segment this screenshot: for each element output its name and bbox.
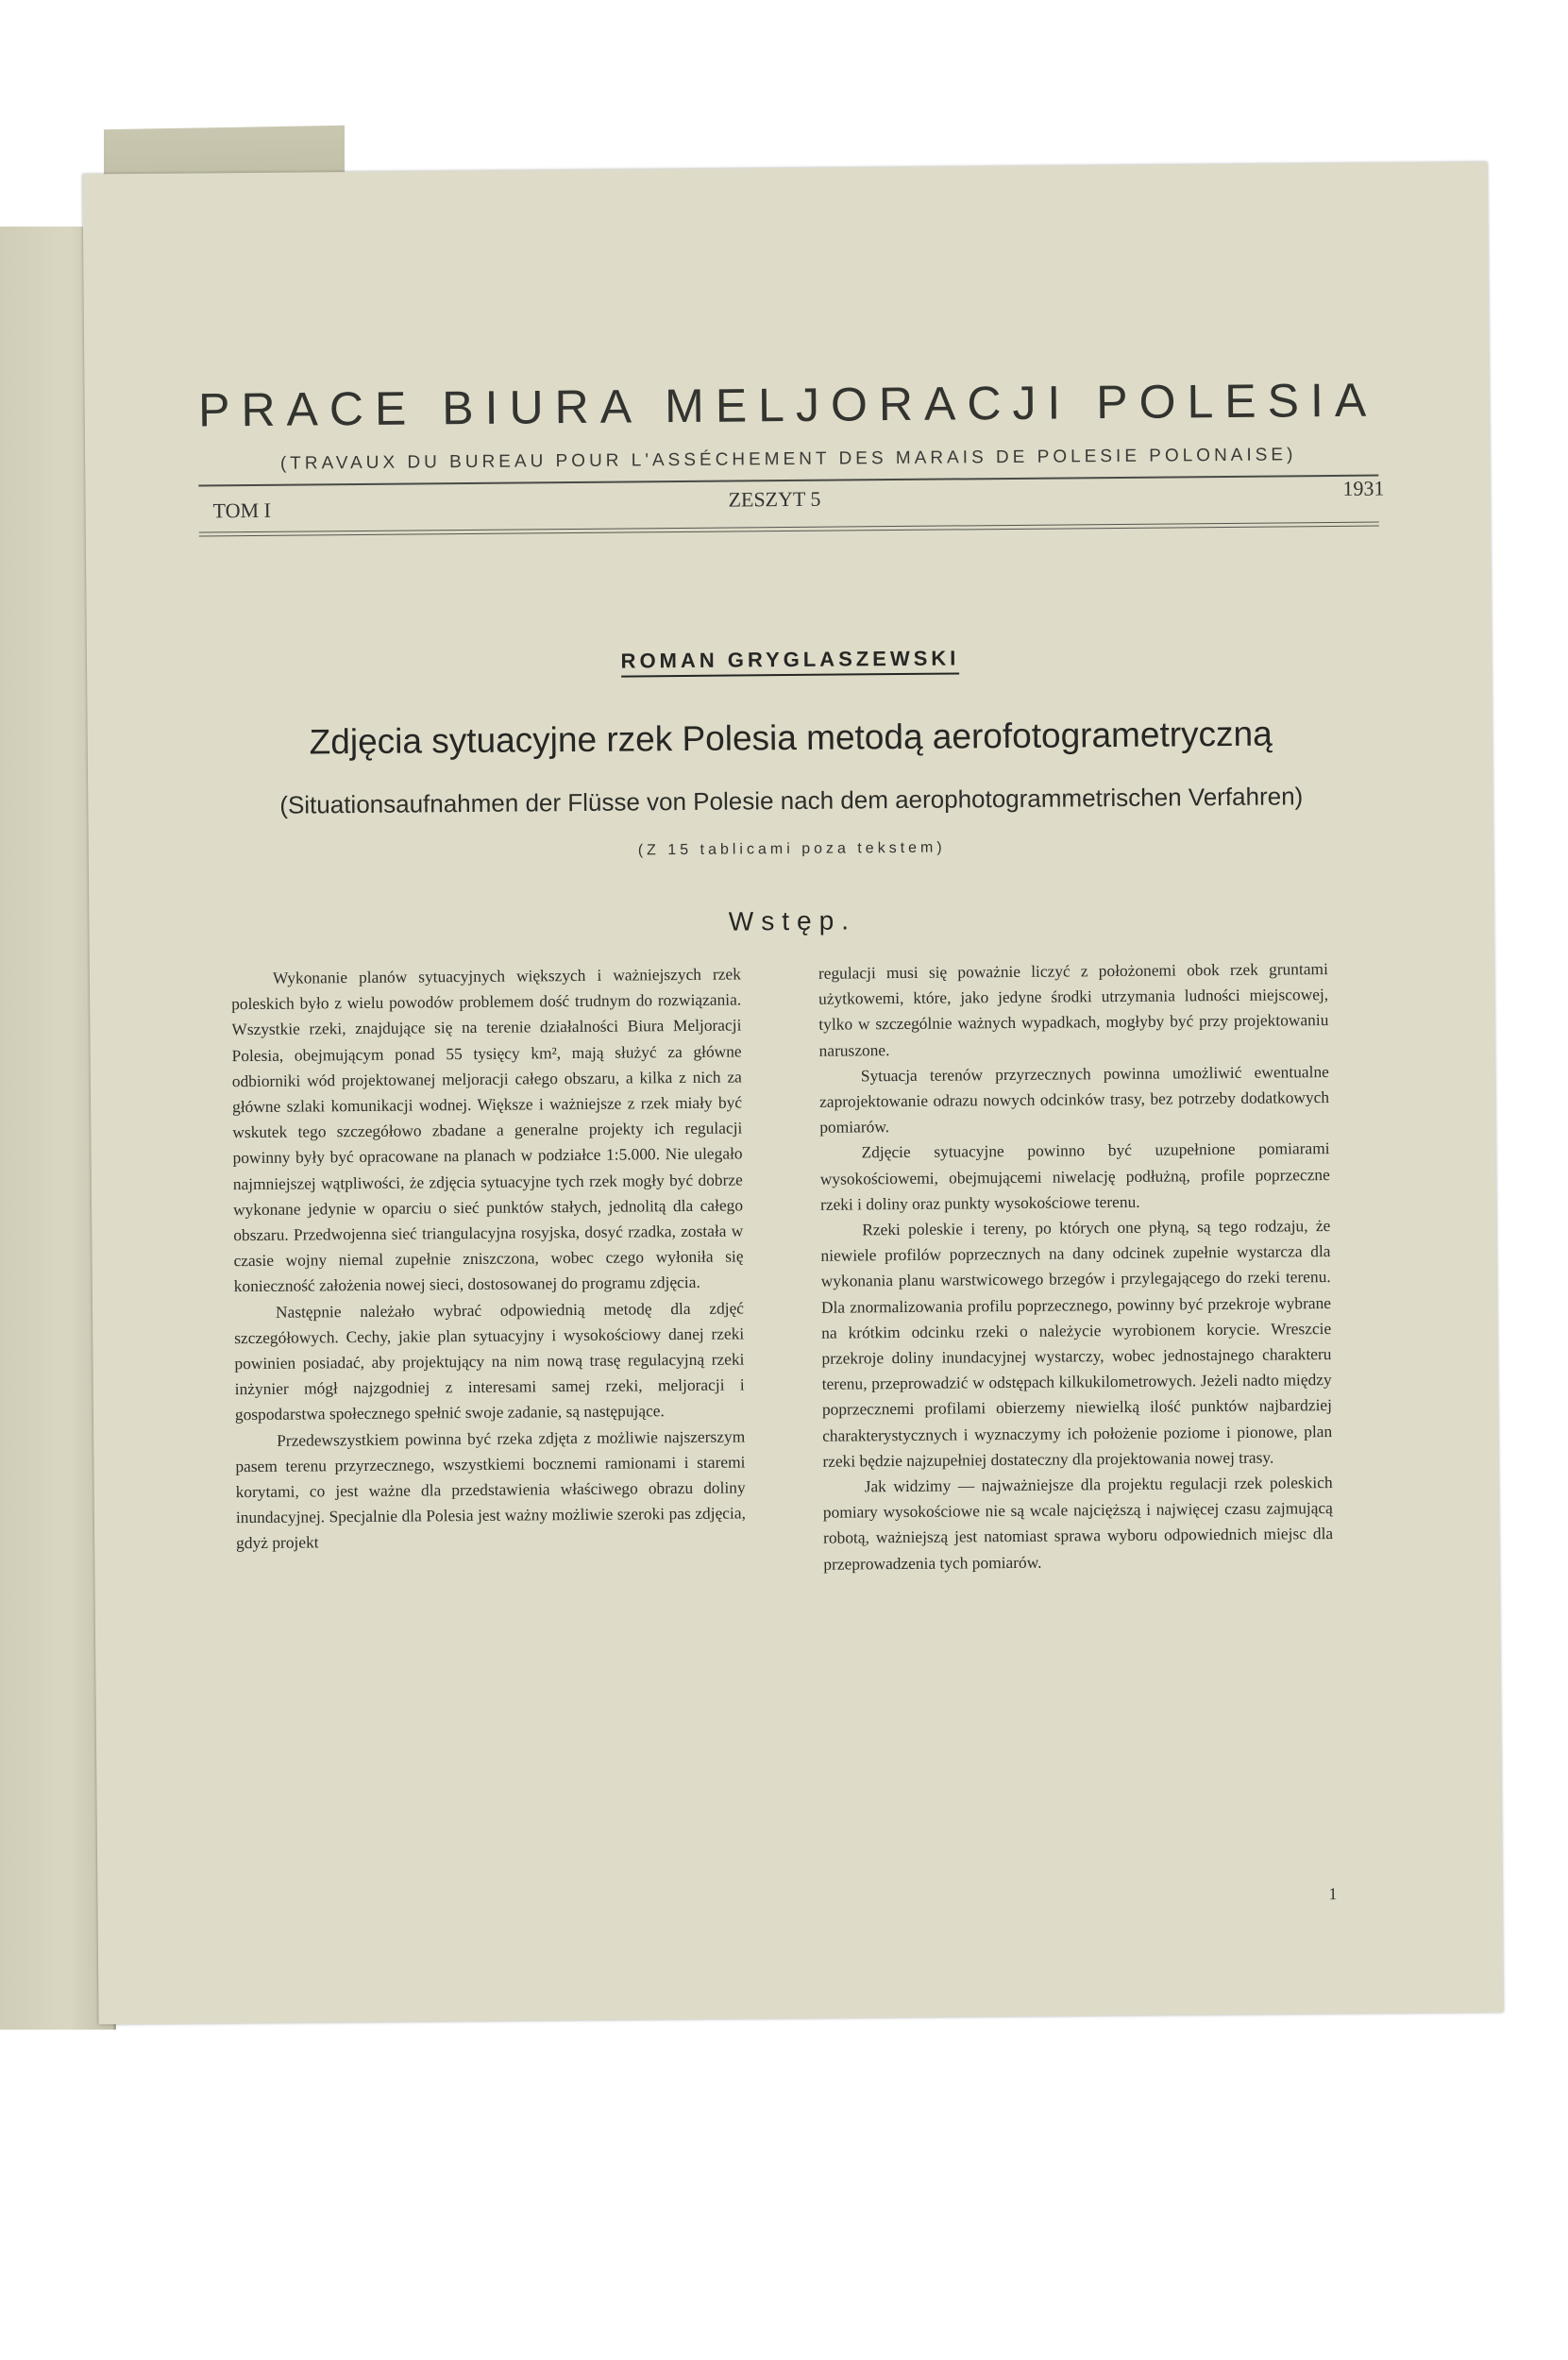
paragraph: Rzeki poleskie i tereny, po których one płyną, są tego rodzaju, że niewiele profilów poprzecznych na dany odcinek zupełnie wystarcza dla wykonania planu warstwicowego brzegów i przylegającego do rzeki terenu. Dla znormalizowania profilu poprzecznego, powinny być przekroje wybrane na krótkim odcinku rzeki o należycie wyrobionem korycie. Wreszcie przekroje doliny inundacyjnej wystarczy, wobec jednostajnego charakteru terenu, przeprowadzić w odstępach kilkukilometrowych. Jeżeli nadto między poprzecznemi profilami obierzemy niewielką ilość punktów najbardziej charakterystycznych i wyznaczymy ich położenie poziome i pionowe, plan rzeki będzie najzupełniej dostateczny dla projektowania nowej trasy. xyxy=(820,1216,1333,1471)
year-label: 1931 xyxy=(1342,476,1385,500)
paragraph: regulacji musi się poważnie liczyć z położonemi obok rzek gruntami użytkowemi, które, jako jedyne środki utrzymania ludności miejscowej, tylko w szczególnie ważnych wypadkach, mogłyby być przy projektowaniu naruszone. xyxy=(818,959,1329,1060)
header-rule-top xyxy=(198,475,1378,487)
paragraph: Sytuacja terenów przyrzecznych powinna umożliwić ewentualne zaprojektowanie odrazu nowych odcinków trasy, bez potrzeby dodatkowych pomiarów. xyxy=(818,1061,1330,1137)
page-number: 1 xyxy=(1328,1884,1338,1904)
paragraph: Zdjęcie sytuacyjne powinno być uzupełnione pomiarami wysokościowemi, obejmującemi niwelację podłużną, profile poprzeczne rzeki i doliny oraz punkty wysokościowe terenu. xyxy=(819,1138,1330,1214)
paragraph: Przedewszystkiem powinna być rzeka zdjęta z możliwie najszerszym pasem terenu przyrzecznego, wszystkiemi bocznemi ramionami i staremi korytami, co jest ważne dla przedstawienia właściwego obrazu doliny inundacyjnej. Specjalnie dla Polesia jest ważny możliwie szeroki pas zdjęcia, gdyż projekt xyxy=(235,1426,746,1553)
article-subtitle: (Situationsaufnahmen der Flüsse von Polesie nach dem aerophotogrammetrischen Verfahren) xyxy=(279,782,1304,819)
author-name-text: ROMAN GRYGLASZEWSKI xyxy=(621,646,960,677)
paragraph: Jak widzimy — najważniejsze dla projektu regulacji rzek poleskich pomiary wysokościowe nie są wcale najcięższą i najwięcej czasu zajmującą robotą, ważniejszą jest natomiast sprawa wyboru odpowiednich miejsc dla przeprowadzenia tych pomiarów. xyxy=(822,1473,1334,1574)
text-column-right xyxy=(818,956,1334,1577)
document-page xyxy=(82,162,1503,2025)
plates-note: (Z 15 tablicami poza tekstem) xyxy=(637,839,946,859)
series-subtitle: (TRAVAUX DU BUREAU POUR L'ASSÉCHEMENT DES MARAIS DE POLESIE POLONAISE) xyxy=(279,445,1297,474)
article-title: Zdjęcia sytuacyjne rzek Polesia metodą aerofotogrametryczną xyxy=(309,714,1273,762)
paragraph: Wykonanie planów sytuacyjnych większych i ważniejszych rzek poleskich było z wielu powodów problemem dość trudnym do rozwiązania. Wszystkie rzeki, znajdujące się na terenie działalności Biura Meljoracji Polesia, obejmującym ponad 55 tysięcy km², mają służyć za główne odbiorniki wód projektowanej meljoracji całego obszaru, a kilka z nich za główne szlaki komunikacji wodnej. Większe i ważniejsze z rzek miały być wskutek tego szczegółowo zbadane a generalne projekty ich regulacji powinny były być opracowane na planach w podziałce 1:5.000. Nie ulegało najmniejszej wątpliwości, że zdjęcia sytuacyjne tych rzek mogły być dobrze wykonane jedynie w oparciu o sieć punktów stałych, jednolitą dla całego obszaru. Przedwojenna sieć triangulacyjna rosyjska, dosyć rzadka, została w czasie wojny niemal zupełnie zniszczona, wobec czego wyłoniła się konieczność założenia nowej sieci, dostosowanej do programu zdjęcia. xyxy=(231,964,744,1296)
paragraph: Następnie należało wybrać odpowiednią metodę dla zdjęć szczegółowych. Cechy, jakie plan sytuacyjny i wysokościowy danej rzeki powinien posiadać, aby projektujący na nim nową trasę regulacyjną rzeki inżynier mógł najzgodniej z interesami samej rzeki, meljoracji i gospodarstwa społecznego spełnić swoje zadanie, są następujące. xyxy=(234,1298,745,1424)
series-title: PRACE BIURA MELJORACJI POLESIA xyxy=(197,373,1378,437)
issue-label: ZESZYT 5 xyxy=(728,486,821,512)
volume-label: TOM I xyxy=(212,497,272,523)
section-heading: Wstęp. xyxy=(728,905,857,936)
text-column-left xyxy=(231,961,746,1556)
author-name xyxy=(200,643,1380,678)
